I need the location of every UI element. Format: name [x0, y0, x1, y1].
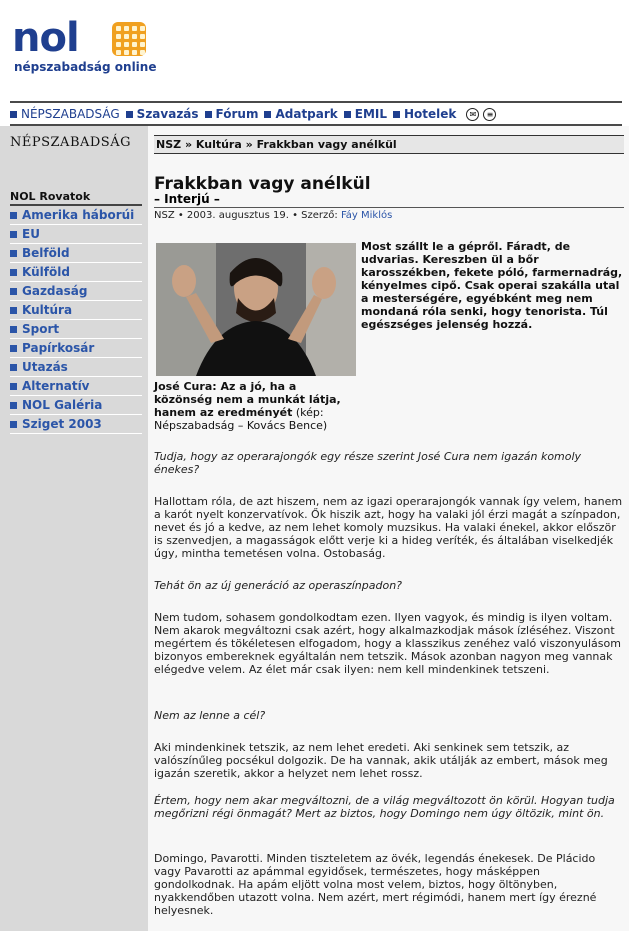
caption-text: José Cura: Az a jó, ha a közönség nem a munkát látja, hanem az eredményét — [154, 380, 341, 419]
nav-items — [10, 106, 496, 122]
logo-dot — [124, 50, 129, 55]
bullet-icon — [10, 231, 17, 238]
article-photo — [156, 243, 356, 376]
sidebar-item-label: Amerika háborúi — [22, 208, 135, 222]
nav-bullet-icon — [205, 111, 212, 118]
logo-dot — [124, 26, 129, 31]
nav-szavazas[interactable]: Szavazás — [136, 107, 199, 121]
sidebar-item-eu[interactable] — [10, 225, 142, 244]
logo-dot — [132, 34, 137, 39]
bullet-icon — [10, 345, 17, 352]
logo-dot — [116, 42, 121, 47]
interview-question: Nem az lenne a cél? — [154, 709, 266, 722]
nav-bullet-icon — [393, 111, 400, 118]
interview-answer: Hallottam róla, de azt hiszem, nem az igazi operarajongók vannak így velem, hanem a karót nyelt konzervatívok. Ők hiszik azt, hogy ha valaki jól érzi magát a színpadon, nevet és jó a kedve, az nem lehet komoly muzsikus. Ha valaki énekel, akkor először is szenvedjen, a magasságok előtt verje ki a hideg veríték, és általában viselkedjék úgy, mintha temetésen volna. Ostobaság. — [154, 495, 623, 560]
nav-emil[interactable]: EMIL — [354, 107, 388, 121]
breadcrumb-kultura[interactable]: Kultúra — [195, 138, 242, 151]
nav-bullet-icon — [344, 111, 351, 118]
bullet-icon — [10, 288, 17, 295]
article-lead: Most szállt le a gépről. Fáradt, de udvarias. Kereszben ül a bőr karosszékben, fekete póló, farmernadrág, kényelmes cipő. Csak operai szakálla utal a mesterségére, egyébként meg nem mondaná róla senki, hogy tenorista. Túl egészséges jelenség hozzá. — [361, 240, 623, 331]
logo-dot — [140, 50, 145, 55]
bullet-icon — [10, 421, 17, 428]
interview-question: Tudja, hogy az operarajongók egy része szerint José Cura nem igazán komoly énekes? — [154, 450, 582, 476]
logo-dot — [140, 42, 145, 47]
article-title: Frakkban vagy anélkül — [154, 174, 371, 194]
sidebar-item-label: Kultúra — [22, 303, 73, 317]
logo-dot — [132, 26, 137, 31]
sidebar-item-gazdasag[interactable] — [10, 282, 142, 301]
photo-caption — [154, 380, 354, 432]
sidebar-item-papirkosar[interactable] — [10, 339, 142, 358]
sidebar-item-label: Belföld — [22, 246, 70, 260]
interview-answer: Nem tudom, sohasem gondolkodtam ezen. Ilyen vagyok, és mindig is ilyen voltam. Nem akarok megváltozni csak azért, hogy alkalmazkodjak mások ízléséhez. Viszont megértem és tökéletesen elfogadom, hogy a klasszikus zenéhez való viszonyulásom bizonyos embereknek egyáltalán nem tetszik. Mások azonban nagyon meg vannak elégedve velem. Az élet már csak ilyen: nem kell mindenkinek tetszeni. — [154, 611, 621, 676]
sidebar-item-label: Papírkosár — [22, 341, 95, 355]
nav-rule-top — [10, 101, 622, 103]
logo-dot — [132, 42, 137, 47]
sidebar-item-kultura[interactable] — [10, 301, 142, 320]
sidebar-item-alternativ[interactable] — [10, 377, 142, 396]
logo-dot — [116, 34, 121, 39]
sidebar-item-belfold[interactable] — [10, 244, 142, 263]
interview-answer: Domingo, Pavarotti. Minden tiszteletem az övék, legendás énekesek. De Plácido vagy Pavarotti az apámmal egyidősek, természetes, hogy másképpen gondolkodnak. Ha apám eljött volna most velem, biztos, hogy öltönyben, nyakkendőben utazott volna. Nem azért, mert régimódi, hanem mert így érezné helyesnek. — [154, 852, 597, 917]
sidebar-item-label: EU — [22, 227, 40, 241]
bullet-icon — [10, 326, 17, 333]
article-meta — [154, 210, 392, 221]
nav-nepszabadsag[interactable]: NÉPSZABADSÁG — [21, 107, 120, 121]
print-icon[interactable]: ≡ — [483, 108, 496, 121]
site-header — [0, 0, 629, 100]
bullet-icon — [10, 402, 17, 409]
logo-dot — [116, 26, 121, 31]
logo-dot — [140, 26, 145, 31]
logo-dot — [124, 34, 129, 39]
rovatok-heading: NOL Rovatok — [10, 190, 142, 206]
interview-question: Értem, hogy nem akar megváltozni, de a világ megváltozott ön körül. Hogyan tudja megőrizni régi önmagát? Mert az biztos, hogy Domingo nem úgy öltözik, mint ön. — [154, 794, 615, 820]
logo-dot — [124, 42, 129, 47]
interview-answer: Aki mindenkinek tetszik, az nem lehet eredeti. Aki senkinek sem tetszik, az valószínűleg pocsékul dolgozik. De ha vannak, akik utálják az embert, mások meg igazán szeretik, akkor a helyzet nem lehet rossz. — [154, 741, 608, 780]
sidebar-item-label: Gazdaság — [22, 284, 88, 298]
article-subtitle: – Interjú – — [154, 192, 624, 208]
sidebar-item-kulfold[interactable] — [10, 263, 142, 282]
sidebar-item-label: Alternatív — [22, 379, 90, 393]
bullet-icon — [10, 307, 17, 314]
sidebar-item-amerika-haborui[interactable] — [10, 206, 142, 225]
sidebar-item-label: NOL Galéria — [22, 398, 103, 412]
logo-dot — [132, 50, 137, 55]
top-nav — [0, 100, 629, 126]
nav-bullet-icon — [264, 111, 271, 118]
sidebar-item-sziget-2003[interactable] — [10, 415, 142, 434]
logo-dot — [116, 50, 121, 55]
bullet-icon — [10, 212, 17, 219]
bullet-icon — [10, 250, 17, 257]
article-body — [154, 450, 624, 917]
nav-bullet-icon — [126, 111, 133, 118]
sidebar-section-title: NÉPSZABADSÁG — [10, 135, 131, 150]
breadcrumb — [154, 135, 624, 154]
left-sidebar — [0, 126, 148, 931]
author-link[interactable]: Fáy Miklós — [340, 210, 393, 221]
article-meta-prefix: NSZ • 2003. augusztus 19. • Szerző: — [154, 210, 341, 221]
sidebar-item-label: Sziget 2003 — [22, 417, 102, 431]
breadcrumb-nsz[interactable]: NSZ — [156, 138, 182, 151]
nav-forum[interactable]: Fórum — [215, 107, 259, 121]
breadcrumb-separator: » — [245, 138, 253, 151]
logo-wordmark[interactable]: nol — [12, 15, 79, 61]
logo-dot — [140, 34, 145, 39]
sidebar-item-sport[interactable] — [10, 320, 142, 339]
nav-adatpark[interactable]: Adatpark — [275, 107, 338, 121]
sidebar-item-utazas[interactable] — [10, 358, 142, 377]
sidebar-item-label: Utazás — [22, 360, 68, 374]
logo-tagline: népszabadság online — [14, 60, 157, 74]
nav-hotelek[interactable]: Hotelek — [404, 107, 457, 121]
bullet-icon — [10, 269, 17, 276]
bullet-icon — [10, 383, 17, 390]
nav-bullet-icon — [10, 111, 17, 118]
main-content — [148, 126, 629, 931]
logo-icon[interactable] — [112, 22, 146, 56]
photo-illustration — [156, 243, 356, 376]
interview-question: Tehát ön az új generáció az operaszínpadon? — [154, 579, 402, 592]
email-icon[interactable]: ✉ — [466, 108, 479, 121]
breadcrumb-separator: » — [184, 138, 193, 151]
sidebar-item-nol-galeria[interactable] — [10, 396, 142, 415]
breadcrumb-current: Frakkban vagy anélkül — [256, 138, 397, 151]
sidebar-item-label: Sport — [22, 322, 60, 336]
bullet-icon — [10, 364, 17, 371]
rovatok-list — [10, 206, 142, 434]
sidebar-item-label: Külföld — [22, 265, 70, 279]
caption-credit: (kép: Népszabadság – Kovács Bence) — [154, 406, 328, 432]
